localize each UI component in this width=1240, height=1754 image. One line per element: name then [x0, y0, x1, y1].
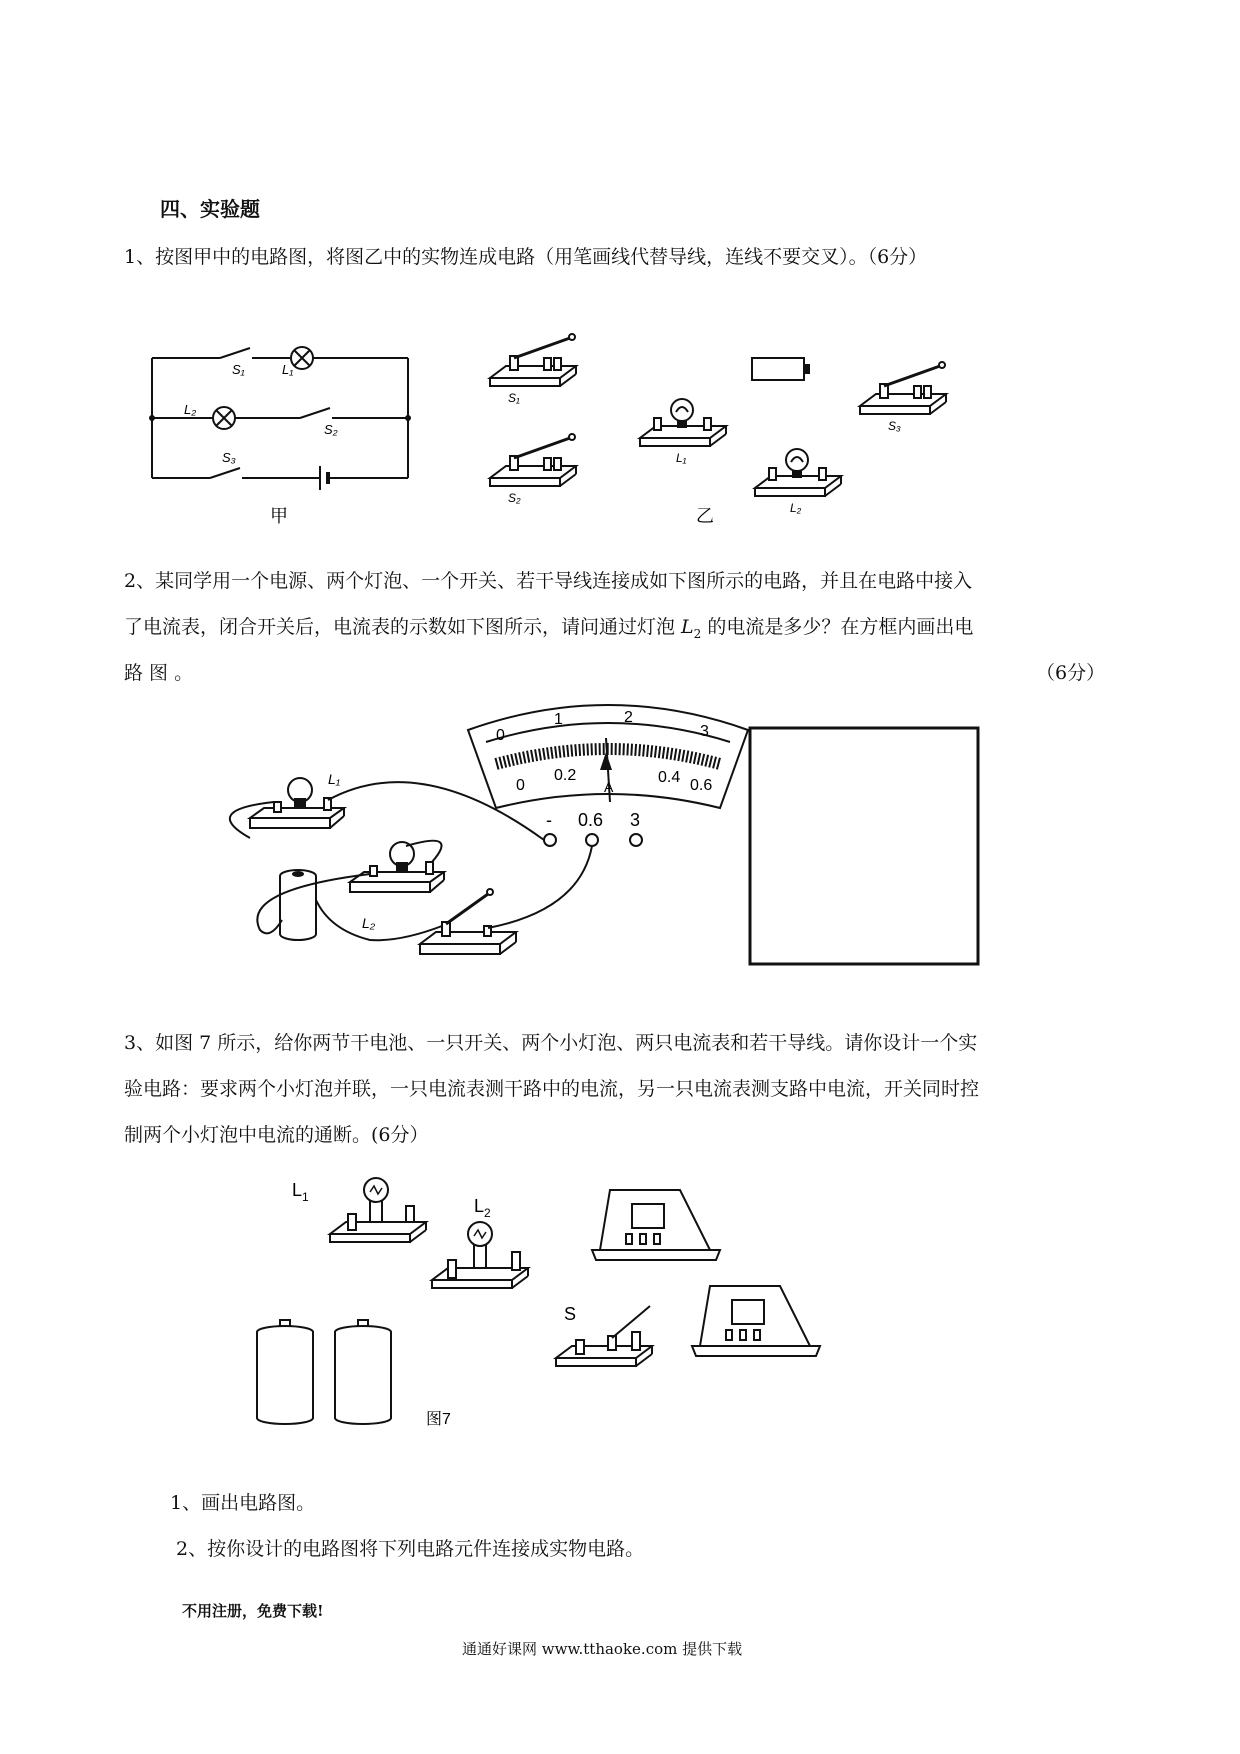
q1-component-label-s2: S₂ [508, 491, 521, 505]
q3-battery-1-icon [257, 1320, 313, 1424]
q3-figure-caption: 图7 [426, 1411, 451, 1428]
meter-lower-1: 0.2 [554, 767, 577, 784]
question-2-line-3: 路 图 。 [124, 662, 194, 684]
meter-upper-0: 0 [496, 727, 505, 744]
q1-battery-icon [752, 358, 810, 380]
q1-component-label-s1: S₁ [508, 391, 520, 405]
q3-bulb-l1 [330, 1178, 426, 1242]
question-3-line-2: 验电路：要求两个小灯泡并联，一只电流表测干路中的电流，另一只电流表测支路中电流，开关同时控 [124, 1078, 980, 1100]
question-2-line-2-end: 的电流是多少？在方框内画出电 [701, 616, 974, 638]
meter-upper-3: 3 [700, 723, 709, 740]
q2-label-l2: L₂ [362, 915, 376, 931]
q1-schematic-label-l1: L₁ [282, 362, 294, 377]
q3-label-l1-sub: 1 [302, 1190, 309, 1204]
footer-source: 通通好课网 www.tthaoke.com 提供下载 [462, 1640, 743, 1658]
q3-label-s: S [564, 1304, 577, 1324]
meter-terminal-06: 0.6 [578, 810, 604, 830]
meter-lower-3: 0.6 [690, 777, 713, 794]
q3-figure-7 [240, 1180, 860, 1450]
question-2-line-2 [124, 614, 973, 647]
question-2-var-sub: 2 [693, 626, 702, 641]
q2-switch-icon [420, 889, 516, 954]
q2-bulb-l2 [350, 842, 444, 892]
question-2-line-1: 2、某同学用一个电源、两个灯泡、一个开关、若干导线连接成如下图所示的电路，并且在电路中接入 [124, 570, 973, 592]
question-3-line-1: 3、如图 7 所示，给你两节干电池、一只开关、两个小灯泡、两只电流表和若干导线。请你设计一个实 [124, 1032, 978, 1054]
q2-label-l1: L₁ [328, 771, 341, 787]
q3-label-l2-letter: L [474, 1196, 485, 1216]
meter-lower-0: 0 [516, 777, 525, 794]
q2-circuit-figure [220, 690, 1020, 990]
question-3-sub-2: 2、按你设计的电路图将下列电路元件连接成实物电路。 [176, 1538, 645, 1560]
question-2-score: （6分） [1036, 662, 1106, 684]
q1-schematic-label-s1: S₁ [232, 362, 245, 377]
meter-unit: A [604, 779, 614, 795]
q3-label-l1 [292, 1180, 309, 1204]
question-1-text: 1、按图甲中的电路图，将图乙中的实物连成电路（用笔画线代替导线，连线不要交叉）。（6分） [124, 246, 928, 268]
question-2-var: L [681, 616, 694, 638]
q3-ammeter-2 [692, 1286, 820, 1356]
q1-components-diagram [480, 330, 980, 530]
section-title: 四、实验题 [160, 197, 260, 221]
q1-component-label-s3: S₃ [888, 419, 901, 433]
question-2-line-2-start: 了电流表，闭合开关后，电流表的示数如下图所示，请问通过灯泡 [124, 616, 682, 638]
q1-schematic-label-s2: S₂ [324, 422, 338, 437]
q3-label-l1-letter: L [292, 1180, 303, 1200]
q3-bulb-l2 [432, 1222, 528, 1288]
q1-schematic-diagram [140, 330, 430, 530]
meter-upper-2: 2 [624, 709, 633, 726]
meter-terminal-3: 3 [630, 810, 641, 830]
q2-answer-box[interactable] [750, 728, 978, 964]
question-3-line-3: 制两个小灯泡中电流的通断。(6分） [124, 1124, 429, 1146]
footer-note: 不用注册，免费下载! [182, 1602, 324, 1620]
q1-component-label-l1: L₁ [676, 451, 687, 465]
q1-schematic-label-s3: S₃ [222, 450, 236, 465]
ammeter-icon [468, 705, 748, 846]
q3-label-l2 [474, 1196, 491, 1220]
meter-terminal-minus: - [546, 810, 552, 830]
q3-battery-2-icon [335, 1320, 391, 1424]
question-3-sub-1: 1、画出电路图。 [170, 1492, 316, 1514]
q2-battery-icon [280, 870, 316, 940]
q1-schematic-caption: 甲 [270, 506, 288, 526]
q1-component-label-l2: L₂ [790, 501, 802, 515]
q3-label-l2-sub: 2 [484, 1206, 491, 1220]
meter-lower-2: 0.4 [658, 769, 681, 786]
meter-upper-1: 1 [554, 711, 563, 728]
q1-components-caption: 乙 [696, 506, 714, 526]
q3-ammeter-1 [592, 1190, 720, 1260]
q1-schematic-label-l2: L₂ [184, 402, 197, 417]
